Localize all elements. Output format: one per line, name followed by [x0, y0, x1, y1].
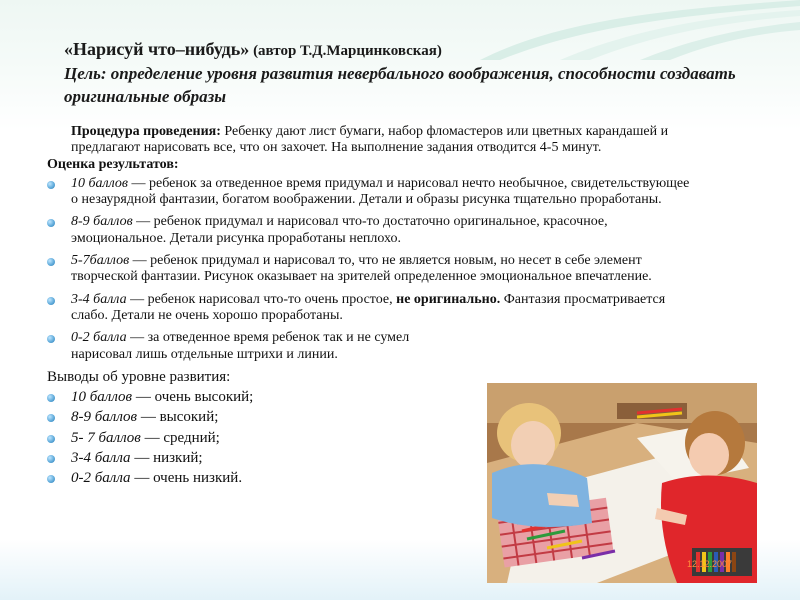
bullet-icon [47, 455, 55, 463]
score-text: — ребенок нарисовал что-то очень простое, [126, 291, 397, 307]
bullet-icon [47, 394, 55, 402]
score-text: — за отведенное время ребенок так и не сумел [126, 330, 410, 346]
score-item [47, 292, 697, 325]
bullet-icon [47, 297, 55, 305]
slide-title [64, 38, 784, 62]
level-item: 5- 7 баллов — средний; [47, 430, 697, 446]
score-points: 3-4 балла [71, 291, 127, 307]
score-text-tail: нарисовал лишь отдельные штрихи и линии. [71, 346, 338, 362]
slide-goal: Цель: определение уровня развития невербального воображения, способности создавать оригинальные образы [64, 64, 736, 106]
children-drawing-photo [487, 383, 757, 583]
score-points: 8-9 баллов [71, 214, 133, 230]
score-item [47, 330, 697, 363]
title-author: (автор Т.Д.Марцинковская) [249, 43, 442, 59]
photo-date-stamp: 12.12.2007 [687, 559, 733, 569]
level-item: 10 баллов — очень высокий; [47, 389, 697, 405]
bullet-icon [47, 435, 55, 443]
bullet-icon [47, 475, 55, 483]
score-points: 0-2 балла [71, 330, 127, 346]
score-text: — ребенок за отведенное время придумал и нарисовал нечто необычное, свидетельствующее о незаурядной фантазии, богатом воображении. Детали и образы рисунка тщательно проработаны. [71, 175, 690, 208]
bullet-icon [47, 219, 55, 227]
score-text: — ребенок придумал и нарисовал то, что не является новым, но несет в себе элемент творческой фантазии. Рисунок оказывает на зрителей определенное эмоциональное впечатление. [71, 253, 652, 285]
bullet-icon [47, 335, 55, 343]
score-bold: не оригинально. [396, 291, 501, 307]
score-text: — ребенок придумал и нарисовал что-то достаточно оригинальное, красочное, эмоциональное. Детали рисунка проработаны неплохо. [71, 214, 608, 246]
score-item [47, 176, 697, 209]
score-points: 10 баллов [71, 175, 128, 191]
conclusions-heading: Выводы об уровне развития: [47, 368, 231, 385]
level-item: 0-2 балла — очень низкий. [47, 470, 697, 486]
evaluation-heading: Оценка результатов: [47, 156, 179, 172]
procedure-label: Процедура проведения: [71, 124, 221, 139]
procedure-text: Ребенку дают лист бумаги, набор фломастеров или цветных карандашей и предлагают нарисовать все, что он захочет. На выполнение задания отводится 4-5 минут. [71, 124, 669, 156]
score-text-tail: Фантазия просматривается слабо. Детали не очень хорошо проработаны. [71, 291, 666, 323]
bullet-icon [47, 181, 55, 189]
bullet-icon [47, 258, 55, 266]
score-item [47, 253, 697, 286]
level-item: 8-9 баллов — высокий; [47, 409, 697, 425]
bullet-icon [47, 414, 55, 422]
procedure-paragraph [47, 124, 697, 157]
title-main: «Нарисуй что–нибудь» [64, 39, 250, 59]
score-item [47, 214, 697, 247]
level-item: 3-4 балла — низкий; [47, 450, 697, 466]
score-points: 5-7баллов [71, 253, 130, 269]
